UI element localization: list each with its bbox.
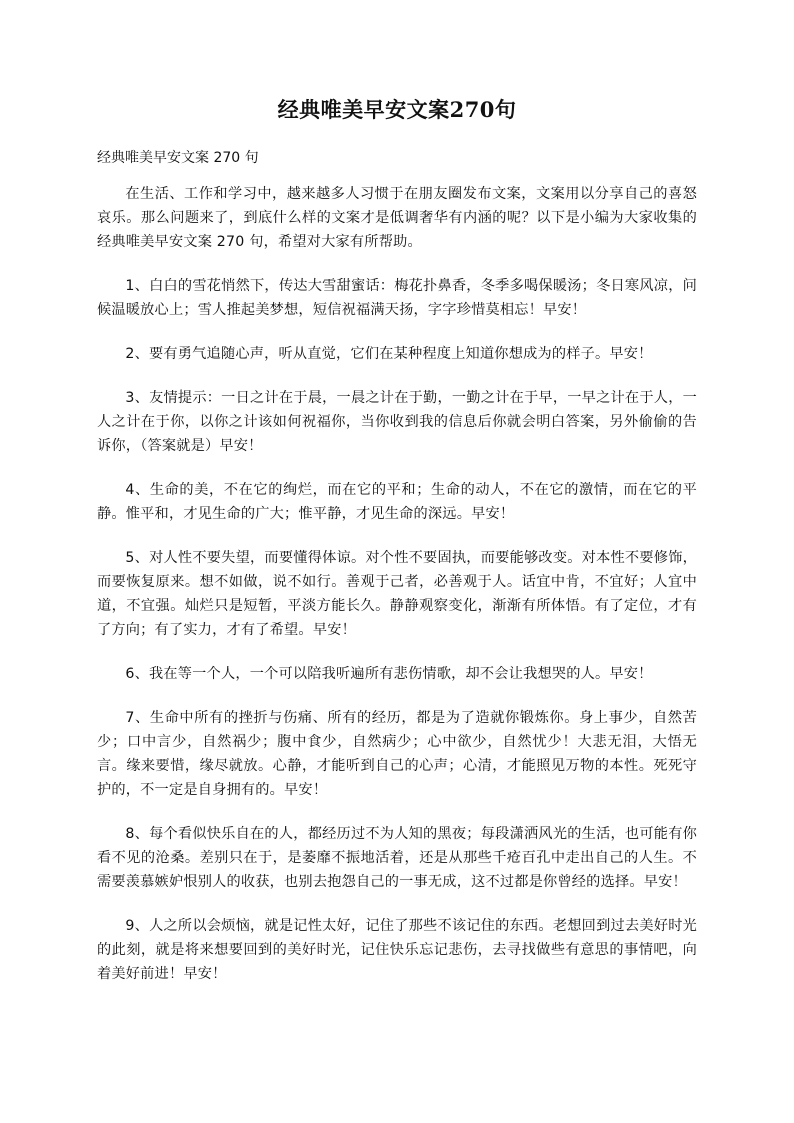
paragraph-4: 4、生命的美，不在它的绚烂，而在它的平和；生命的动人，不在它的激情，而在它的平静。惟平和，才见生命的广大；惟平静，才见生命的深远。早安！ bbox=[97, 482, 697, 522]
paragraph-1: 1、白白的雪花悄然下，传达大雪甜蜜话：梅花扑鼻香，冬季多喝保暖汤；冬日寒风凉，问候温暖放心上；雪人推起美梦想，短信祝福满天扬，字字珍惜莫相忘！早安！ bbox=[97, 278, 697, 318]
paragraph-8: 8、每个看似快乐自在的人，都经历过不为人知的黑夜；每段潇洒风光的生活，也可能有你看不见的沧桑。差别只在于，是萎靡不振地活着，还是从那些千疮百孔中走出自己的人生。不需要羡慕嫉妒恨别人的收获，也别去抱怨自己的一事无成，这不过都是你曾经的选择。早安！ bbox=[97, 826, 697, 890]
document-title: 经典唯美早安文案270句 bbox=[277, 97, 517, 122]
paragraph-2: 2、要有勇气追随心声，听从直觉，它们在某种程度上知道你想成为的样子。早安！ bbox=[125, 346, 653, 362]
paragraph-9: 9、人之所以会烦恼，就是记性太好，记住了那些不该记住的东西。老想回到过去美好时光的此刻，就是将来想要回到的美好时光，记住快乐忘记悲伤，去寻找做些有意思的事情吧，向着美好前进！早安！ bbox=[97, 918, 697, 982]
intro-paragraph: 在生活、工作和学习中，越来越多人习惯于在朋友圈发布文案，文案用以分享自己的喜怒哀乐。那么问题来了，到底什么样的文案才是低调奢华有内涵的呢？以下是小编为大家收集的经典唯美早安文案 270 句，希望对大家有所帮助。 bbox=[97, 186, 697, 250]
document-body bbox=[97, 182, 697, 1006]
paragraph-6: 6、我在等一个人，一个可以陪我听遍所有悲伤情歌，却不会让我想哭的人。早安！ bbox=[125, 666, 653, 682]
document-subtitle: 经典唯美早安文案 270 句 bbox=[97, 150, 259, 166]
paragraph-3: 3、友情提示：一日之计在于晨，一晨之计在于勤，一勤之计在于早，一早之计在于人，一人之计在于你，以你之计该如何祝福你，当你收到我的信息后你就会明白答案，另外偷偷的告诉你，（答案就是）早安！ bbox=[97, 390, 697, 454]
paragraph-5: 5、对人性不要失望，而要懂得体谅。对个性不要固执，而要能够改变。对本性不要修饰，而要恢复原来。想不如做，说不如行。善观于己者，必善观于人。话宜中肯，不宜好；人宜中道，不宜强。灿烂只是短暂，平淡方能长久。静静观察变化，渐渐有所体悟。有了定位，才有了方向；有了实力，才有了希望。早安！ bbox=[97, 550, 697, 638]
paragraph-7: 7、生命中所有的挫折与伤痛、所有的经历，都是为了造就你锻炼你。身上事少，自然苦少；口中言少，自然祸少；腹中食少，自然病少；心中欲少，自然忧少！大悲无泪，大悟无言。缘来要惜，缘尽就放。心静，才能听到自己的心声；心清，才能照见万物的本性。死死守护的，不一定是自身拥有的。早安！ bbox=[97, 710, 697, 798]
